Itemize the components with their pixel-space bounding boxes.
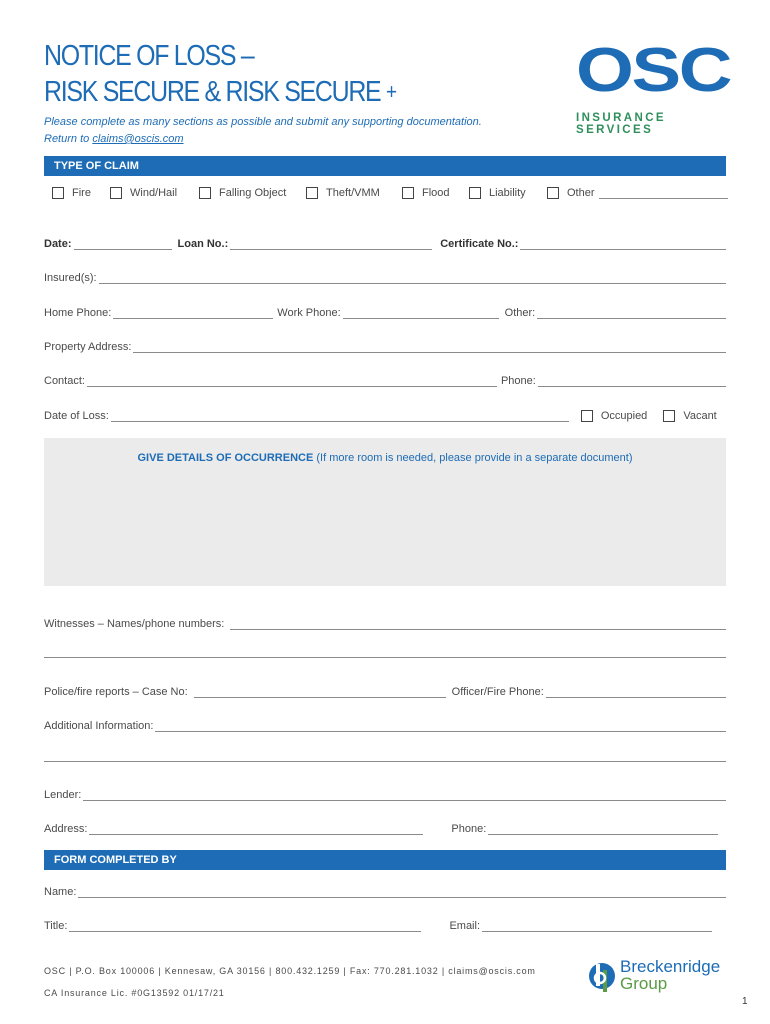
other-phone-input[interactable]: [537, 306, 726, 319]
work-phone-input[interactable]: [343, 306, 499, 319]
title-plus: +: [386, 79, 396, 104]
police-reports-label: Police/fire reports – Case No:: [44, 686, 188, 698]
completed-title-row: [44, 914, 726, 932]
completed-name-label: Name:: [44, 886, 77, 898]
completed-title-label: Title:: [44, 920, 68, 932]
label-fire: Fire: [72, 186, 91, 199]
additional-info-input[interactable]: [155, 719, 726, 732]
completed-name-input[interactable]: [78, 885, 726, 898]
date-loan-row: [44, 232, 726, 250]
contact-phone-input[interactable]: [538, 374, 726, 387]
witnesses-extra-line[interactable]: [44, 657, 726, 658]
additional-info-extra-line[interactable]: [44, 761, 726, 762]
form-title: [44, 38, 396, 110]
contact-label: Contact:: [44, 375, 85, 387]
vacant-label: Vacant: [683, 410, 717, 422]
insured-label: Insured(s):: [44, 272, 97, 284]
witnesses-label: Witnesses – Names/phone numbers:: [44, 618, 225, 630]
police-case-input[interactable]: [194, 685, 446, 698]
claim-type-options: [52, 186, 728, 199]
lender-phone-label: Phone:: [451, 823, 487, 835]
certificate-no-label: Certificate No.:: [440, 238, 519, 250]
work-phone-label: Work Phone:: [277, 307, 341, 319]
date-input[interactable]: [74, 237, 172, 250]
lender-address-row: [44, 817, 726, 835]
osc-logo-name: OSC: [576, 36, 731, 105]
property-address-label: Property Address:: [44, 341, 132, 353]
lender-address-label: Address:: [44, 823, 88, 835]
form-completed-heading: FORM COMPLETED BY: [44, 850, 726, 870]
completed-title-input[interactable]: [69, 919, 421, 932]
breckenridge-mark-icon: [588, 956, 616, 994]
label-liability: Liability: [489, 186, 526, 199]
home-phone-label: Home Phone:: [44, 307, 112, 319]
label-theft-vmm: Theft/VMM: [326, 186, 380, 199]
checkbox-other[interactable]: [547, 187, 559, 199]
home-phone-input[interactable]: [113, 306, 273, 319]
checkbox-theft-vmm[interactable]: [306, 187, 318, 199]
claims-email-link[interactable]: claims@oscis.com: [92, 133, 184, 145]
contact-input[interactable]: [87, 374, 497, 387]
type-of-claim-heading: TYPE OF CLAIM: [44, 156, 726, 176]
lender-label: Lender:: [44, 789, 82, 801]
completed-email-label: Email:: [449, 920, 480, 932]
date-label: Date:: [44, 238, 72, 250]
additional-info-row: [44, 714, 726, 732]
property-address-input[interactable]: [133, 340, 726, 353]
lender-phone-input[interactable]: [488, 822, 718, 835]
contact-row: [44, 369, 726, 387]
witnesses-row: [44, 612, 726, 630]
intro-return: Return to: [44, 133, 93, 145]
additional-info-label: Additional Information:: [44, 720, 154, 732]
checkbox-vacant[interactable]: [663, 410, 675, 422]
date-of-loss-label: Date of Loss:: [44, 410, 109, 422]
lender-address-input[interactable]: [89, 822, 423, 835]
label-wind-hail: Wind/Hail: [130, 186, 178, 199]
brand-top: Breckenridge: [620, 957, 721, 976]
property-address-row: [44, 335, 726, 353]
checkbox-falling-object[interactable]: [199, 187, 211, 199]
other-phone-label: Other:: [504, 307, 536, 319]
phone-row: [44, 301, 726, 319]
lender-row: [44, 783, 726, 801]
other-claim-input[interactable]: [599, 186, 728, 199]
checkbox-flood[interactable]: [402, 187, 414, 199]
page-number: 1: [742, 996, 748, 1007]
insured-row: [44, 266, 726, 284]
label-falling-object: Falling Object: [219, 186, 287, 199]
loan-no-label: Loan No.:: [177, 238, 229, 250]
date-of-loss-row: [44, 404, 726, 422]
date-of-loss-input[interactable]: [111, 409, 569, 422]
checkbox-liability[interactable]: [469, 187, 481, 199]
title-line-1: NOTICE OF LOSS –: [44, 40, 254, 72]
osc-logo-tagline: INSURANCE SERVICES: [576, 112, 666, 136]
witnesses-input[interactable]: [230, 617, 726, 630]
contact-phone-label: Phone:: [500, 375, 536, 387]
intro-line: Please complete as many sections as possible and submit any supporting documentation.: [44, 116, 482, 128]
occupied-label: Occupied: [600, 410, 648, 422]
certificate-no-input[interactable]: [520, 237, 726, 250]
insured-input[interactable]: [99, 271, 726, 284]
intro-text: [44, 114, 482, 148]
completed-name-row: [44, 880, 726, 898]
lender-input[interactable]: [83, 788, 726, 801]
occurrence-details-box[interactable]: [44, 438, 726, 586]
label-flood: Flood: [422, 186, 450, 199]
title-line-2: RISK SECURE & RISK SECURE: [44, 76, 381, 108]
checkbox-wind-hail[interactable]: [110, 187, 122, 199]
officer-phone-input[interactable]: [546, 685, 726, 698]
completed-email-input[interactable]: [482, 919, 712, 932]
osc-logo: [576, 36, 731, 136]
officer-phone-label: Officer/Fire Phone:: [451, 686, 544, 698]
checkbox-fire[interactable]: [52, 187, 64, 199]
loan-no-input[interactable]: [230, 237, 432, 250]
label-other: Other: [567, 186, 595, 199]
details-heading-bold: GIVE DETAILS OF OCCURRENCE: [137, 452, 314, 464]
details-heading-note: (If more room is needed, please provide in a separate document): [313, 452, 633, 464]
police-reports-row: [44, 680, 726, 698]
checkbox-occupied[interactable]: [581, 410, 593, 422]
footer-license: CA Insurance Lic. #0G13592 01/17/21: [44, 988, 225, 998]
footer-contact: OSC | P.O. Box 100006 | Kennesaw, GA 30156 | 800.432.1259 | Fax: 770.281.1032 | claims@oscis.com: [44, 966, 536, 976]
breckenridge-logo: [588, 956, 720, 994]
brand-bottom: Group: [620, 974, 668, 993]
occurrence-details-heading: [44, 452, 726, 464]
